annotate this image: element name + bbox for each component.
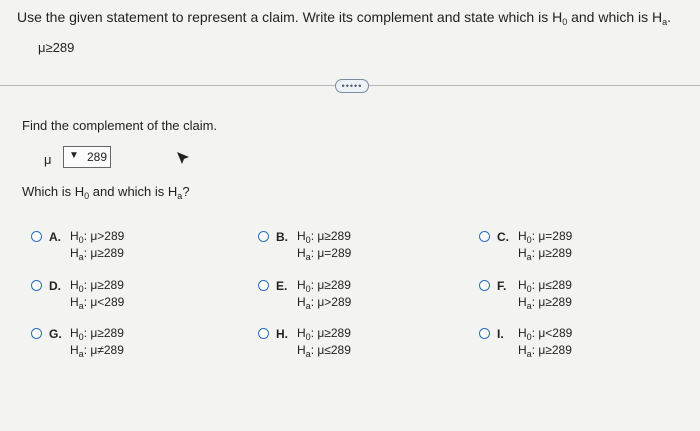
radio-button[interactable] (258, 280, 269, 291)
h0-hypothesis: $H_0$: μ≥289 (70, 278, 124, 294)
option-letter: I. (497, 327, 504, 341)
radio-button[interactable] (479, 231, 490, 242)
mu-symbol: μ (44, 152, 52, 167)
option-letter: C. (497, 230, 509, 244)
radio-button[interactable] (258, 231, 269, 242)
ha-hypothesis: $H_a$: μ>289 (297, 295, 352, 311)
h0-hypothesis: $H_0$: μ≥289 (297, 278, 351, 294)
ha-hypothesis: $H_a$: μ≠289 (70, 343, 124, 359)
ha-hypothesis: $H_a$: μ≥289 (518, 295, 572, 311)
claim-statement: μ≥289 (38, 40, 75, 55)
option-letter: A. (49, 230, 61, 244)
radio-button[interactable] (31, 231, 42, 242)
ha-hypothesis: $H_a$: μ≥289 (518, 343, 572, 359)
mouse-cursor-icon (176, 151, 190, 165)
h0-hypothesis: $H_0$: μ≥289 (70, 326, 124, 342)
h0-hypothesis: $H_0$: μ<289 (518, 326, 573, 342)
radio-button[interactable] (31, 280, 42, 291)
option-letter: G. (49, 327, 62, 341)
radio-button[interactable] (479, 280, 490, 291)
radio-button[interactable] (258, 328, 269, 339)
h0-hypothesis: $H_0$: μ≥289 (297, 229, 351, 245)
h0-hypothesis: $H_0$: μ=289 (518, 229, 573, 245)
option-letter: F. (497, 279, 507, 293)
h0-hypothesis: $H_0$: μ>289 (70, 229, 125, 245)
complement-operator-select[interactable] (63, 146, 111, 168)
ha-hypothesis: $H_a$: μ=289 (297, 246, 352, 262)
radio-button[interactable] (479, 328, 490, 339)
which-prompt: Which is $H_0$ and which is $H_a$? (22, 184, 190, 201)
ha-hypothesis: $H_a$: μ≥289 (518, 246, 572, 262)
ha-hypothesis: $H_a$: μ≥289 (70, 246, 124, 262)
ha-hypothesis: $H_a$: μ<289 (70, 295, 125, 311)
option-letter: H. (276, 327, 288, 341)
ha-hypothesis: $H_a$: μ≤289 (297, 343, 351, 359)
h0-hypothesis: $H_0$: μ≥289 (297, 326, 351, 342)
option-letter: B. (276, 230, 288, 244)
radio-button[interactable] (31, 328, 42, 339)
option-letter: D. (49, 279, 61, 293)
option-letter: E. (276, 279, 288, 293)
dropdown-arrow-icon: ▼ (69, 150, 79, 161)
complement-value: 289 (87, 150, 108, 164)
question-title: Use the given statement to represent a claim. Write its complement and state which is $H_0$ and which is $H_a$. (17, 9, 672, 27)
h0-hypothesis: $H_0$: μ≤289 (518, 278, 572, 294)
find-prompt: Find the complement of the claim. (22, 118, 218, 133)
expand-more-button[interactable]: ••••• (335, 79, 369, 93)
